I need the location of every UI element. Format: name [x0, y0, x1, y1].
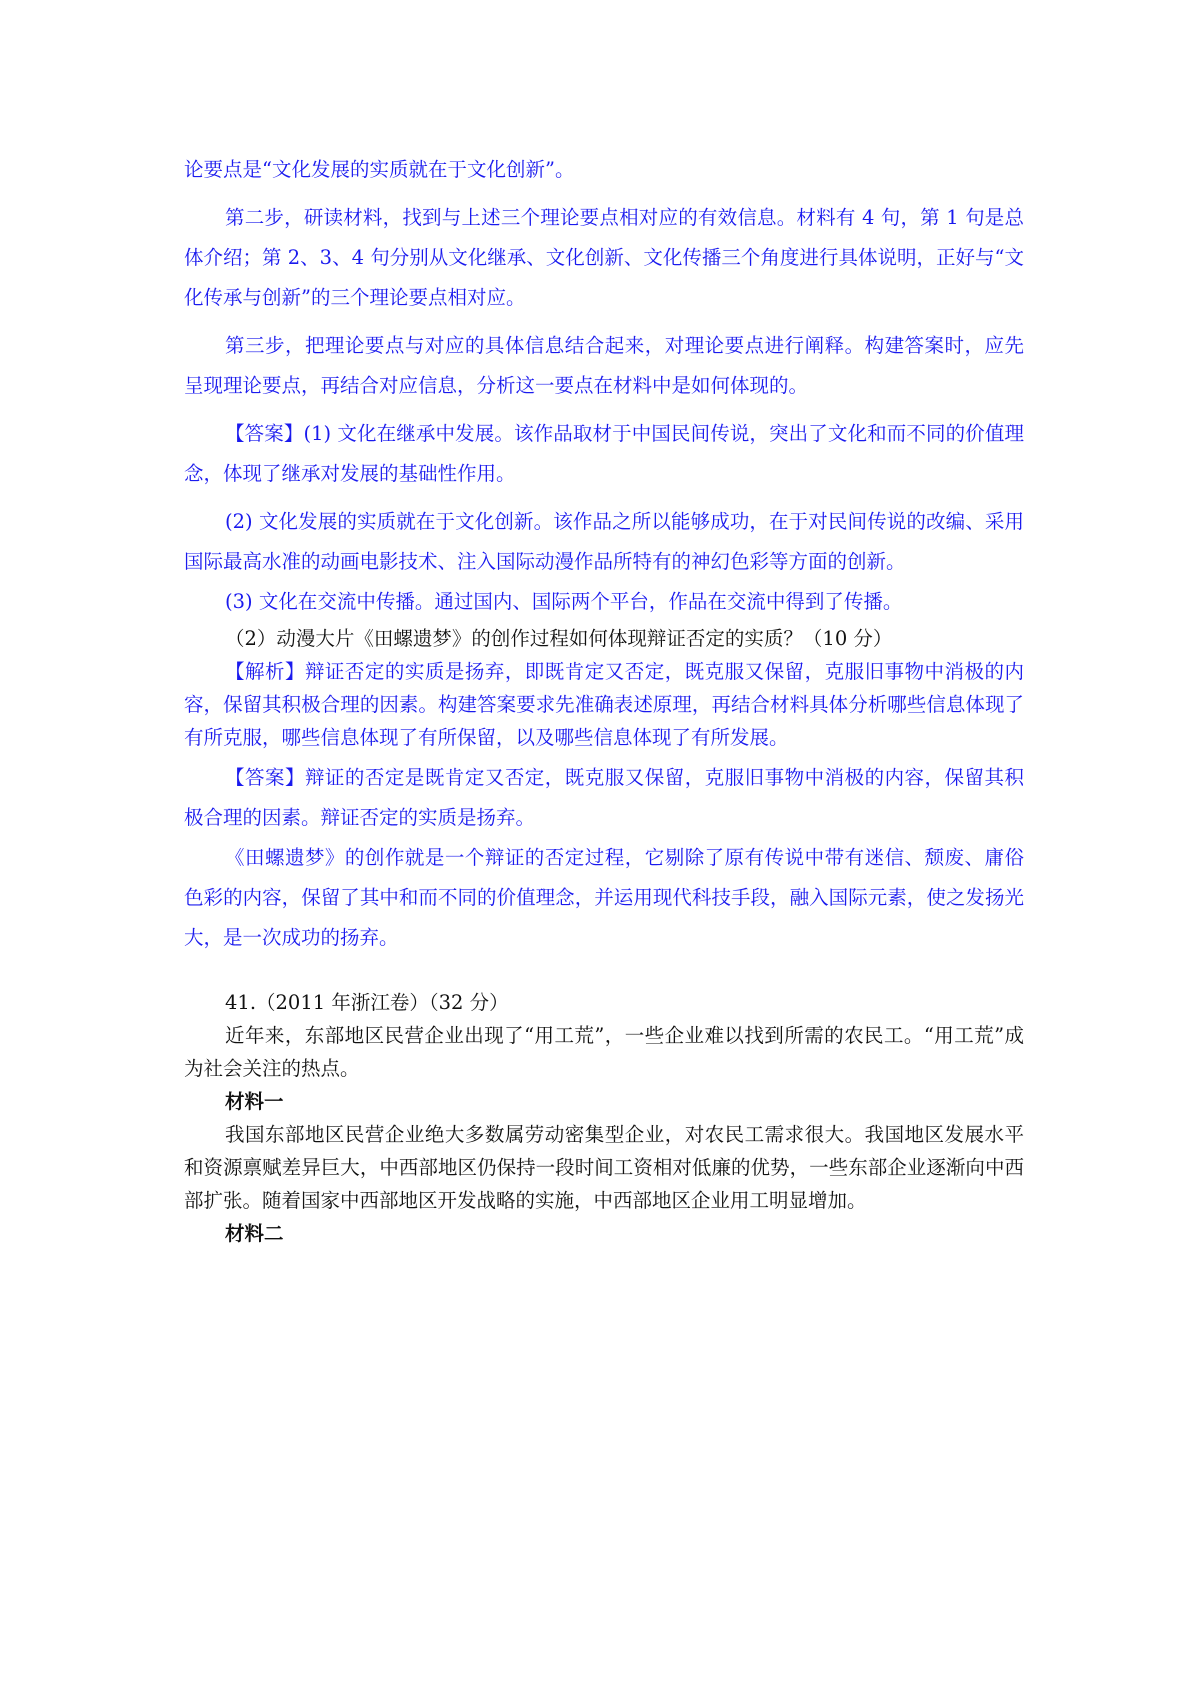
- document-page: [184, 150, 1024, 1250]
- question-41-header: 41.（2011 年浙江卷）（32 分）: [225, 991, 509, 1014]
- question-2-answer-2: 《田螺遗梦》的创作就是一个辩证的否定过程，它剔除了原有传说中带有迷信、颓废、庸俗色彩的内容，保留了其中和而不同的价值理念，并运用现代科技手段，融入国际元素，使之发扬光大，是一次成功的扬弃。: [184, 846, 1024, 949]
- question-2-analysis: 【解析】辩证否定的实质是扬弃，即既肯定又否定，既克服又保留，克服旧事物中消极的内容，保留其积极合理的因素。构建答案要求先准确表述原理，再结合材料具体分析哪些信息体现了有所克服，哪些信息体现了有所保留，以及哪些信息体现了有所发展。: [184, 660, 1024, 749]
- material-2-title: 材料二: [225, 1222, 284, 1245]
- question-2-answer-1: 【答案】辩证的否定是既肯定又否定，既克服又保留，克服旧事物中消极的内容，保留其积极合理的因素。辩证否定的实质是扬弃。: [184, 766, 1024, 829]
- answer-point-1: 【答案】(1) 文化在继承中发展。该作品取材于中国民间传说，突出了文化和而不同的价值理念，体现了继承对发展的基础性作用。: [184, 422, 1024, 485]
- answer-point-3: (3) 文化在交流中传播。通过国内、国际两个平台，作品在交流中得到了传播。: [225, 590, 903, 613]
- answer-point-2: (2) 文化发展的实质就在于文化创新。该作品之所以能够成功，在于对民间传说的改编、采用国际最高水准的动画电影技术、注入国际动漫作品所特有的神幻色彩等方面的创新。: [184, 510, 1024, 573]
- material-1-text: 我国东部地区民营企业绝大多数属劳动密集型企业，对农民工需求很大。我国地区发展水平和资源禀赋差异巨大，中西部地区仍保持一段时间工资相对低廉的优势，一些东部企业逐渐向中西部扩张。随着国家中西部地区开发战略的实施，中西部地区企业用工明显增加。: [184, 1123, 1024, 1212]
- answer-step-3: 第三步，把理论要点与对应的具体信息结合起来，对理论要点进行阐释。构建答案时，应先呈现理论要点，再结合对应信息，分析这一要点在材料中是如何体现的。: [184, 334, 1024, 397]
- question-2-prompt: （2）动漫大片《田螺遗梦》的创作过程如何体现辩证否定的实质？（10 分）: [225, 627, 893, 650]
- answer-step-2: 第二步，研读材料，找到与上述三个理论要点相对应的有效信息。材料有 4 句，第 1 句是总体介绍；第 2、3、4 句分别从文化继承、文化创新、文化传播三个角度进行具体说明，正好与“文化传承与创新”的三个理论要点相对应。: [184, 206, 1024, 309]
- question-41-intro: 近年来，东部地区民营企业出现了“用工荒”，一些企业难以找到所需的农民工。“用工荒”成为社会关注的热点。: [184, 1024, 1024, 1080]
- material-1-title: 材料一: [225, 1090, 284, 1113]
- answer-paragraph-1: 论要点是“文化发展的实质就在于文化创新”。: [184, 158, 575, 181]
